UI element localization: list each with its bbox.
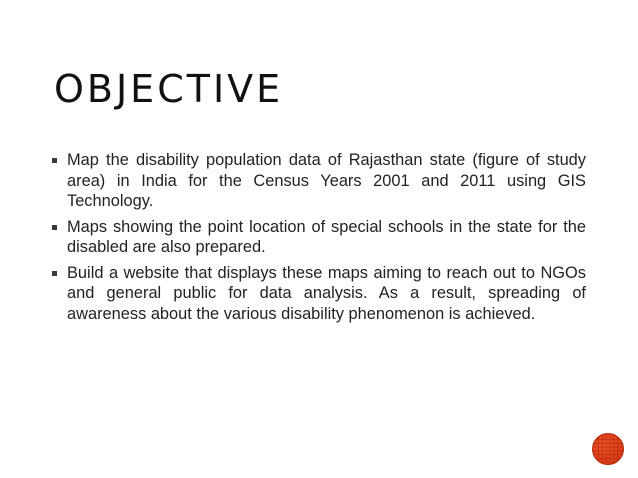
bullet-item-2 (46, 217, 586, 258)
square-bullet-icon (52, 158, 57, 163)
square-bullet-icon (52, 225, 57, 230)
bullet-item-3 (46, 263, 586, 325)
badge-pattern (593, 434, 623, 464)
page-badge-icon (592, 433, 624, 465)
bullet-text: Build a website that displays these maps aiming to reach out to NGOs and general public for data analysis. As a result, spreading of awareness about the various disability phenomenon is achieved. (67, 263, 586, 323)
bullet-list (46, 150, 586, 329)
bullet-text: Map the disability population data of Rajasthan state (figure of study area) in India for the Census Years 2001 and 2011 using GIS Technology. (67, 151, 586, 210)
bullet-text: Maps showing the point location of special schools in the state for the disabled are also prepared. (67, 217, 586, 256)
square-bullet-icon (52, 271, 57, 276)
slide-title: OBJECTIVE (54, 67, 284, 111)
bullet-item-1 (46, 150, 586, 212)
